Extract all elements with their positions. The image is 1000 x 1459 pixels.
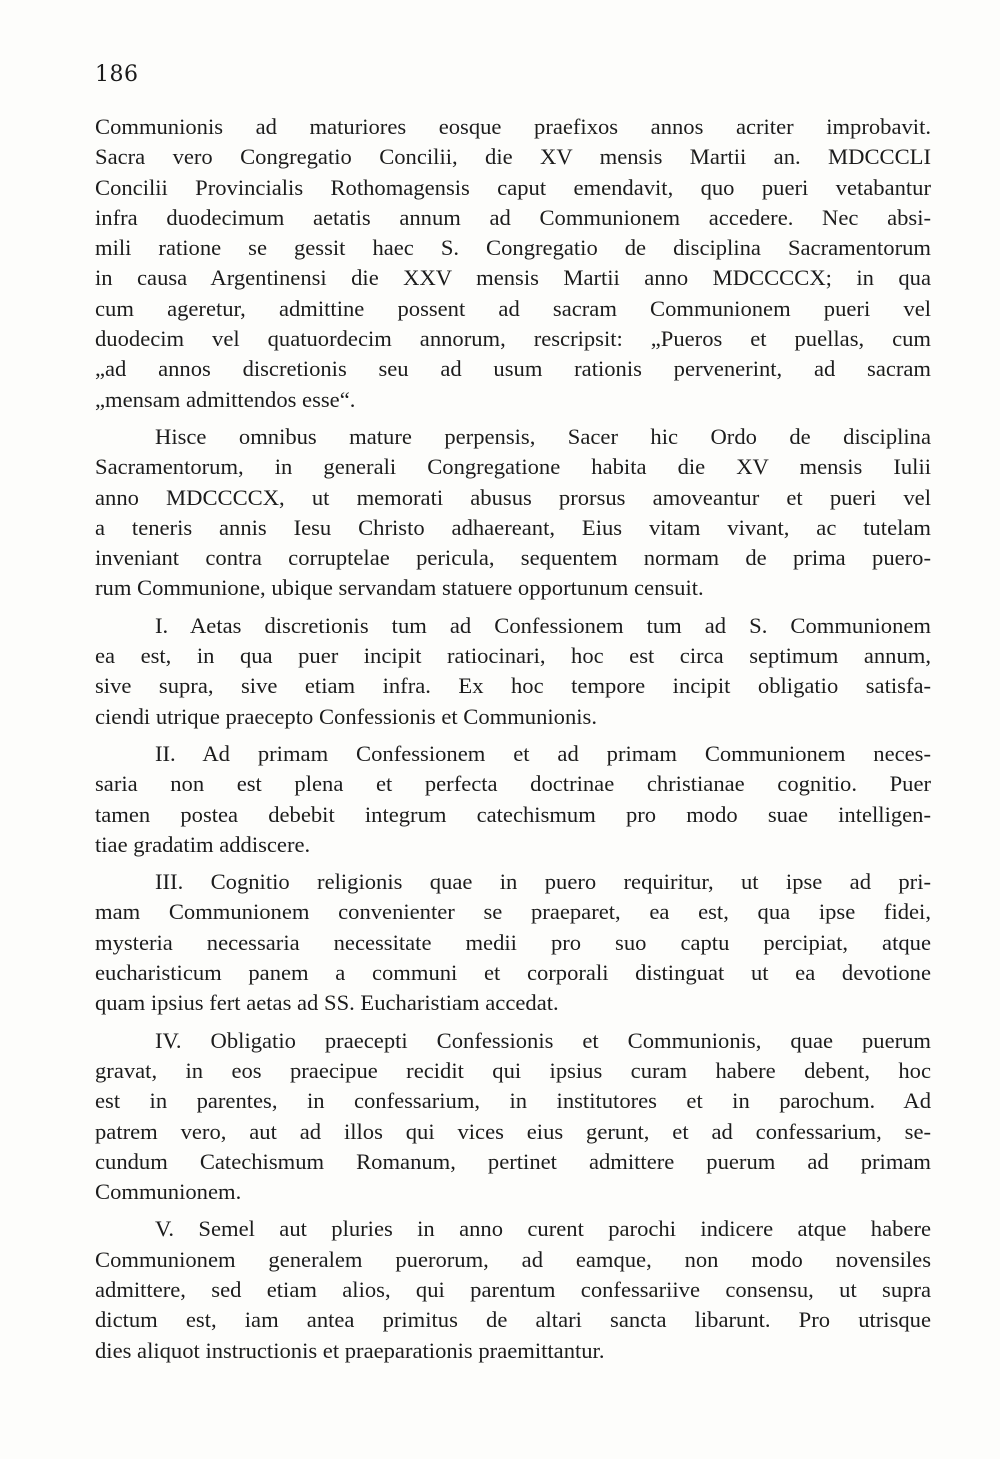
text-line: cum ageretur, admittine possent ad sacram Communionem pueri vel (95, 295, 931, 321)
text-line: est in parentes, in confessarium, in institutores et in parochum. Ad (95, 1088, 931, 1114)
text-line: Sacramentorum, in generali Congregatione habita die XV mensis Iulii (95, 454, 931, 480)
paragraph-rule-3 (95, 867, 931, 1018)
text-line: duodecim vel quatuordecim annorum, rescripsit: „Pueros et puellas, cum (95, 326, 931, 352)
text-line: Concilii Provincialis Rothomagensis caput emendavit, quo pueri vetabantur (95, 174, 931, 200)
text-line: IV. Obligatio praecepti Confessionis et Communionis, quae puerum (155, 1027, 931, 1053)
text-line: anno MDCCCCX, ut memorati abusus prorsus amoveantur et pueri vel (95, 484, 931, 510)
text-line: a teneris annis Iesu Christo adhaereant, Eius vitam vivant, ac tutelam (95, 514, 931, 540)
text-line: gravat, in eos praecipue recidit qui ipsius curam habere debent, hoc (95, 1057, 931, 1083)
text-line: Hisce omnibus mature perpensis, Sacer hic Ordo de disciplina (155, 423, 931, 449)
text-line: saria non est plena et perfecta doctrinae christianae cognitio. Puer (95, 771, 931, 797)
text-line: infra duodecimum aetatis annum ad Communionem accedere. Nec absi- (95, 204, 931, 230)
text-line: mysteria necessaria necessitate medii pro suo captu percipiat, atque (95, 929, 931, 955)
text-line: Communionem generalem puerorum, ad eamque, non modo novensiles (95, 1246, 931, 1272)
text-line: V. Semel aut pluries in anno curent parochi indicere atque habere (155, 1216, 931, 1242)
text-line: dies aliquot instructionis et praeparationis praemittantur. (95, 1337, 605, 1363)
paragraph-decree (95, 422, 931, 604)
paragraph-rule-1 (95, 611, 931, 732)
text-line: Sacra vero Congregatio Concilii, die XV mensis Martii an. MDCCCLI (95, 144, 931, 170)
text-line: sive supra, sive etiam infra. Ex hoc tempore incipit obligatio satisfa- (95, 673, 931, 699)
text-line: I. Aetas discretionis tum ad Confessionem tum ad S. Communionem (155, 612, 931, 638)
text-line: ea est, in qua puer incipit ratiocinari, hoc est circa septimum annum, (95, 643, 931, 669)
page-number: 186 (95, 62, 139, 87)
text-line: „ad annos discretionis seu ad usum rationis pervenerint, ad sacram (95, 356, 931, 382)
text-line: patrem vero, aut ad illos qui vices eius gerunt, et ad confessarium, se- (95, 1118, 931, 1144)
text-line: tamen postea debebit integrum catechismum pro modo suae intelligen- (95, 801, 931, 827)
text-line: „mensam admittendos esse“. (95, 386, 356, 412)
text-line: Communionem. (95, 1179, 242, 1205)
text-line: in causa Argentinensi die XXV mensis Martii anno MDCCCCX; in qua (95, 265, 931, 291)
text-line: quam ipsius fert aetas ad SS. Eucharistiam accedat. (95, 990, 559, 1016)
text-line: cundum Catechismum Romanum, pertinet admittere puerum ad primam (95, 1148, 931, 1174)
paragraph-rule-2 (95, 739, 931, 860)
text-line: Communionis ad maturiores eosque praefixos annos acriter improbavit. (95, 114, 931, 139)
text-line: dictum est, iam antea primitus de altari sancta libarunt. Pro utrisque (95, 1307, 931, 1333)
paragraph-rule-5 (95, 1214, 931, 1365)
text-line: eucharisticum panem a communi et corporali distinguat ut ea devotione (95, 960, 931, 986)
text-line: III. Cognitio religionis quae in puero requiritur, ut ipse ad pri- (155, 869, 931, 895)
body-text (95, 112, 931, 1373)
text-line: mili ratione se gessit haec S. Congregatio de disciplina Sacramentorum (95, 235, 931, 261)
paragraph-intro (95, 112, 931, 415)
text-line: tiae gradatim addiscere. (95, 831, 311, 857)
text-line: inveniant contra corruptelae pericula, sequentem normam de prima puero- (95, 545, 931, 571)
text-line: rum Communione, ubique servandam statuere opportunum censuit. (95, 575, 704, 601)
text-line: II. Ad primam Confessionem et ad primam Communionem neces- (155, 740, 931, 766)
paragraph-rule-4 (95, 1026, 931, 1208)
text-line: admittere, sed etiam alios, qui parentum confessariive consensu, ut supra (95, 1276, 931, 1302)
text-line: ciendi utrique praecepto Confessionis et Communionis. (95, 703, 597, 729)
text-line: mam Communionem convenienter se praeparet, ea est, qua ipse fidei, (95, 899, 931, 925)
